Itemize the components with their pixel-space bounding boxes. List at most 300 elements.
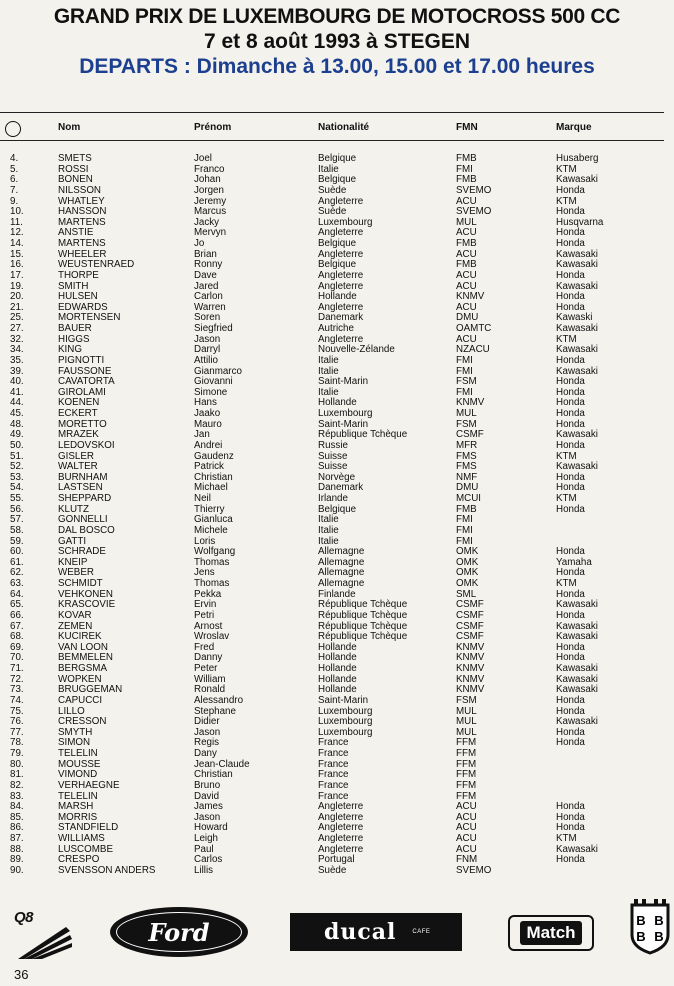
rider-row: [0, 482, 664, 493]
rider-federation: FSM: [456, 376, 477, 388]
rider-brand: Honda: [556, 397, 585, 409]
rider-brand: Kawasaki: [556, 344, 598, 356]
rider-number: 27.: [10, 323, 24, 334]
rider-surname: KRASCOVIE: [58, 599, 116, 611]
rider-federation: MFR: [456, 439, 478, 451]
rider-brand: Honda: [556, 567, 585, 579]
rider-row: [0, 844, 664, 855]
rider-row: [0, 578, 664, 589]
rider-surname: SMETS: [58, 153, 92, 164]
col-header-nom: Nom: [58, 122, 81, 133]
rider-nationality: République Tchèque: [318, 609, 408, 621]
rider-brand: Yamaha: [556, 556, 592, 568]
rider-number: 7.: [10, 184, 19, 196]
rider-row: [0, 780, 664, 791]
rider-surname: MORTENSEN: [58, 312, 121, 324]
rider-federation: MUL: [456, 716, 477, 728]
rider-brand: Honda: [556, 376, 585, 388]
rider-brand: Honda: [556, 184, 585, 196]
rider-nationality: Italie: [318, 354, 339, 366]
rider-firstname: Marcus: [194, 206, 227, 218]
rider-surname: MARTENS: [58, 238, 106, 249]
rider-nationality: Angleterre: [318, 280, 364, 292]
rider-firstname: Jared: [194, 280, 219, 292]
rider-brand: Kawasaki: [556, 663, 598, 674]
rider-surname: HANSSON: [58, 206, 107, 218]
rider-federation: MUL: [456, 408, 477, 419]
rider-federation: KNMV: [456, 652, 485, 664]
rider-number: 90.: [10, 864, 24, 876]
rider-row: [0, 259, 664, 270]
rider-nationality: Italie: [318, 535, 339, 547]
rider-surname: VAN LOON: [58, 641, 108, 653]
title-date-place: 7 et 8 août 1993 à STEGEN: [203, 30, 471, 53]
rider-federation: FMI: [456, 535, 473, 547]
rider-number: 80.: [10, 758, 24, 770]
rider-firstname: Mauro: [194, 418, 222, 430]
rider-surname: MARTENS: [58, 216, 106, 228]
rider-surname: GATTI: [58, 535, 87, 547]
rider-row: [0, 217, 664, 228]
rider-number: 56.: [10, 503, 24, 515]
rider-row: [0, 695, 664, 706]
rider-federation: FMS: [456, 450, 477, 462]
rider-brand: Kawasaki: [556, 259, 598, 271]
rider-firstname: Neil: [194, 493, 211, 504]
rider-brand: Kawasaki: [556, 323, 598, 334]
rider-row: [0, 227, 664, 238]
rider-nationality: Angleterre: [318, 195, 364, 207]
rider-nationality: Angleterre: [318, 227, 364, 239]
rider-federation: FMB: [456, 174, 477, 186]
rider-number: 25.: [10, 312, 24, 324]
rider-number: 53.: [10, 471, 24, 483]
rider-surname: BEMMELEN: [58, 652, 113, 664]
rider-number: 16.: [10, 259, 24, 271]
rider-row: [0, 801, 664, 812]
rider-row: [0, 429, 664, 440]
rider-surname: LUSCOMBE: [58, 843, 113, 855]
rider-number: 45.: [10, 408, 24, 419]
rider-number: 84.: [10, 801, 24, 813]
rider-firstname: Jo: [194, 238, 205, 249]
rider-brand: KTM: [556, 195, 577, 207]
rider-firstname: Joel: [194, 153, 212, 164]
rider-number: 82.: [10, 779, 24, 791]
rider-surname: WHEELER: [58, 248, 107, 260]
rider-surname: HIGGS: [58, 333, 90, 345]
rider-nationality: Italie: [318, 524, 339, 536]
rider-surname: KLUTZ: [58, 503, 90, 515]
rider-firstname: Leigh: [194, 833, 218, 844]
rider-federation: NZACU: [456, 344, 490, 356]
rider-nationality: Nouvelle-Zélande: [318, 344, 395, 356]
shield-letter-2: B: [654, 913, 664, 928]
rider-number: 58.: [10, 524, 24, 536]
rider-brand: Honda: [556, 609, 585, 621]
rider-firstname: Ervin: [194, 599, 217, 611]
rider-surname: CRESPO: [58, 854, 100, 866]
rider-brand: Honda: [556, 418, 585, 430]
rider-surname: NILSSON: [58, 184, 102, 196]
rider-brand: Kawasaki: [556, 843, 598, 855]
rider-firstname: Alessandro: [194, 694, 244, 706]
rider-nationality: Saint-Marin: [318, 376, 369, 388]
rider-brand: Honda: [556, 408, 585, 419]
rider-surname: TELELIN: [58, 790, 98, 802]
rider-nationality: Hollande: [318, 663, 357, 674]
rider-number: 87.: [10, 833, 24, 844]
rider-number: 32.: [10, 333, 24, 345]
rider-number: 74.: [10, 694, 24, 706]
rider-surname: BRUGGEMAN: [58, 684, 123, 696]
rider-nationality: Italie: [318, 514, 339, 526]
rider-surname: WILLIAMS: [58, 833, 105, 844]
rider-federation: FFM: [456, 769, 477, 781]
rider-surname: MORETTO: [58, 418, 107, 430]
rider-brand: Honda: [556, 291, 585, 303]
q8-logo-text: Q8: [14, 909, 34, 926]
rider-federation: SVEMO: [456, 864, 492, 876]
rider-federation: ACU: [456, 248, 477, 260]
rider-nationality: Finlande: [318, 588, 356, 600]
rider-nationality: Suède: [318, 184, 347, 196]
rider-firstname: Bruno: [194, 779, 221, 791]
rider-surname: KOENEN: [58, 397, 100, 409]
rider-surname: BERGSMA: [58, 663, 107, 674]
rider-number: 57.: [10, 514, 24, 526]
rider-nationality: Russie: [318, 439, 348, 451]
rider-firstname: Ronald: [194, 684, 226, 696]
ford-logo: [110, 907, 248, 957]
rider-row: [0, 196, 664, 207]
rider-row: [0, 249, 664, 260]
rider-federation: KNMV: [456, 673, 485, 685]
rider-firstname: Jacky: [194, 216, 220, 228]
rider-surname: TELELIN: [58, 748, 98, 759]
rider-firstname: James: [194, 801, 223, 813]
rider-surname: MORRIS: [58, 811, 98, 823]
rider-surname: LASTSEN: [58, 482, 103, 494]
rider-nationality: Suisse: [318, 450, 348, 462]
rider-surname: GISLER: [58, 450, 94, 462]
rider-federation: MUL: [456, 216, 477, 228]
ducal-logo-text: ducal: [324, 919, 397, 945]
rider-nationality: Belgique: [318, 153, 357, 164]
rider-row: [0, 674, 664, 685]
rider-row: [0, 567, 664, 578]
rider-federation: DMU: [456, 312, 479, 324]
rider-federation: OMK: [456, 578, 479, 589]
rider-firstname: Darryl: [194, 344, 221, 356]
rider-brand: Husqvarna: [556, 216, 604, 228]
rider-brand: Kawasaki: [556, 248, 598, 260]
rider-federation: FMI: [456, 163, 473, 175]
rider-federation: CSMF: [456, 429, 484, 441]
rider-brand: Honda: [556, 854, 585, 866]
rider-brand: Kawasaki: [556, 461, 598, 473]
rider-firstname: Patrick: [194, 461, 224, 473]
rider-row: [0, 440, 664, 451]
sponsor-strip: [0, 893, 674, 963]
rider-surname: ROSSI: [58, 163, 89, 175]
col-header-nationalite: Nationalité: [318, 122, 370, 133]
rider-number: 6.: [10, 174, 19, 186]
rider-firstname: Regis: [194, 737, 220, 749]
rider-row: [0, 737, 664, 748]
rider-nationality: Hollande: [318, 652, 357, 664]
rider-nationality: Irlande: [318, 493, 348, 504]
rider-federation: MCUI: [456, 493, 482, 504]
rider-brand: Kawasaki: [556, 365, 598, 377]
rider-row: [0, 270, 664, 281]
rider-federation: FMI: [456, 354, 473, 366]
rider-brand: Honda: [556, 726, 585, 738]
rider-surname: KOVAR: [58, 609, 92, 621]
rider-surname: MARSH: [58, 801, 94, 813]
rider-nationality: République Tchèque: [318, 620, 408, 632]
rider-nationality: France: [318, 769, 349, 781]
rider-row: [0, 854, 664, 865]
rider-nationality: Luxembourg: [318, 705, 373, 717]
rider-federation: FSM: [456, 694, 477, 706]
rider-brand: Honda: [556, 546, 585, 558]
rider-nationality: Portugal: [318, 854, 355, 866]
rider-number: 55.: [10, 493, 24, 504]
rider-nationality: Hollande: [318, 397, 357, 409]
rider-number: 83.: [10, 790, 24, 802]
rider-nationality: Angleterre: [318, 843, 364, 855]
rider-surname: WOPKEN: [58, 673, 102, 685]
rider-brand: Kawasaki: [556, 620, 598, 632]
rider-row: [0, 408, 664, 419]
rider-nationality: Angleterre: [318, 811, 364, 823]
rider-number: 61.: [10, 556, 24, 568]
rider-nationality: Belgique: [318, 259, 357, 271]
rider-firstname: Paul: [194, 843, 214, 855]
rider-brand: Honda: [556, 482, 585, 494]
rider-number: 67.: [10, 620, 24, 632]
rider-federation: KNMV: [456, 291, 485, 303]
rider-number: 17.: [10, 269, 24, 281]
rider-row: [0, 525, 664, 536]
rider-firstname: Howard: [194, 822, 228, 834]
rider-row: [0, 706, 664, 717]
rider-row: [0, 589, 664, 600]
rider-nationality: Luxembourg: [318, 408, 373, 419]
rider-federation: ACU: [456, 811, 477, 823]
rider-firstname: Johan: [194, 174, 221, 186]
rider-brand: Honda: [556, 811, 585, 823]
rider-nationality: Allemagne: [318, 567, 365, 579]
rider-firstname: Jaako: [194, 408, 221, 419]
rider-surname: FAUSSONE: [58, 365, 112, 377]
shield-letter-4: B: [654, 929, 664, 944]
rider-surname: KING: [58, 344, 82, 356]
ducal-cafe-text: CAFE: [412, 929, 431, 935]
rider-firstname: Carlos: [194, 854, 223, 866]
rider-surname: BAUER: [58, 323, 92, 334]
circle-marker-icon: [5, 121, 21, 137]
rider-row: [0, 812, 664, 823]
rider-federation: FMS: [456, 461, 477, 473]
rider-number: 50.: [10, 439, 24, 451]
rider-number: 34.: [10, 344, 24, 356]
rider-nationality: France: [318, 758, 349, 770]
rider-brand: Honda: [556, 503, 585, 515]
rider-surname: MOUSSE: [58, 758, 101, 770]
rider-firstname: Michael: [194, 482, 228, 494]
rider-row: [0, 238, 664, 249]
rider-surname: KUCIREK: [58, 631, 102, 643]
rider-surname: BONEN: [58, 174, 93, 186]
rider-row: [0, 344, 664, 355]
rider-surname: SMYTH: [58, 726, 93, 738]
rider-row: [0, 206, 664, 217]
rider-nationality: Saint-Marin: [318, 418, 369, 430]
title-departures: DEPARTS : Dimanche à 13.00, 15.00 et 17.00 heures: [79, 55, 595, 78]
match-logo-text: Match: [520, 921, 581, 945]
rider-federation: ACU: [456, 269, 477, 281]
rider-surname: SMITH: [58, 280, 89, 292]
ford-logo-text: Ford: [116, 912, 242, 952]
rider-row: [0, 610, 664, 621]
rider-row: [0, 727, 664, 738]
rider-number: 20.: [10, 291, 24, 303]
rider-number: 15.: [10, 248, 24, 260]
rider-firstname: Jan: [194, 429, 210, 441]
rider-brand: Honda: [556, 588, 585, 600]
rider-row: [0, 748, 664, 759]
rider-federation: ACU: [456, 843, 477, 855]
page-number: 36: [14, 967, 29, 982]
bbbb-shield-logo: [630, 899, 670, 955]
rider-row: [0, 642, 664, 653]
rider-list: [0, 153, 664, 876]
rider-surname: DAL BOSCO: [58, 524, 115, 536]
rider-nationality: Belgique: [318, 238, 357, 249]
rider-row: [0, 684, 664, 695]
rider-federation: FMB: [456, 238, 477, 249]
rider-nationality: Angleterre: [318, 822, 364, 834]
rider-nationality: Allemagne: [318, 546, 365, 558]
rider-nationality: Italie: [318, 386, 339, 398]
rider-brand: Honda: [556, 822, 585, 834]
rider-surname: GONNELLI: [58, 514, 108, 526]
rider-brand: Husaberg: [556, 153, 599, 164]
rider-row: [0, 716, 664, 727]
rider-nationality: Belgique: [318, 174, 357, 186]
rider-number: 49.: [10, 429, 24, 441]
rider-row: [0, 546, 664, 557]
rider-federation: CSMF: [456, 599, 484, 611]
rider-surname: MRAZEK: [58, 429, 99, 441]
rider-nationality: France: [318, 737, 349, 749]
rider-row: [0, 281, 664, 292]
rider-firstname: Thomas: [194, 556, 230, 568]
rider-brand: Honda: [556, 705, 585, 717]
rider-number: 78.: [10, 737, 24, 749]
rider-firstname: Peter: [194, 663, 218, 674]
rider-firstname: Didier: [194, 716, 220, 728]
rider-firstname: Wolfgang: [194, 546, 236, 558]
rider-nationality: France: [318, 779, 349, 791]
rider-number: 40.: [10, 376, 24, 388]
rider-brand: Honda: [556, 641, 585, 653]
rider-brand: KTM: [556, 163, 577, 175]
rider-surname: LILLO: [58, 705, 85, 717]
rider-federation: OAMTC: [456, 323, 492, 334]
rider-row: [0, 366, 664, 377]
shield-letter-1: B: [636, 913, 646, 928]
rider-number: 63.: [10, 578, 24, 589]
rider-firstname: Attilio: [194, 354, 218, 366]
rider-row: [0, 833, 664, 844]
rider-firstname: Lillis: [194, 864, 214, 876]
rider-nationality: Angleterre: [318, 248, 364, 260]
rider-firstname: Carlon: [194, 291, 223, 303]
rider-number: 76.: [10, 716, 24, 728]
rider-firstname: Michele: [194, 524, 228, 536]
rider-number: 14.: [10, 238, 24, 249]
rider-nationality: Saint-Marin: [318, 694, 369, 706]
rider-firstname: Gianmarco: [194, 365, 242, 377]
rider-surname: SVENSSON ANDERS: [58, 864, 156, 876]
rider-surname: KNEIP: [58, 556, 88, 568]
rider-row: [0, 376, 664, 387]
rider-nationality: Italie: [318, 365, 339, 377]
rider-row: [0, 769, 664, 780]
rider-brand: Honda: [556, 269, 585, 281]
rider-nationality: Luxembourg: [318, 716, 373, 728]
rider-firstname: Andrei: [194, 439, 223, 451]
rider-number: 64.: [10, 588, 24, 600]
rider-firstname: Jens: [194, 567, 215, 579]
rider-brand: Honda: [556, 694, 585, 706]
rider-federation: CSMF: [456, 631, 484, 643]
rider-nationality: Angleterre: [318, 333, 364, 345]
rider-federation: FMI: [456, 386, 473, 398]
rider-number: 52.: [10, 461, 24, 473]
rider-surname: VERHAEGNE: [58, 779, 120, 791]
rider-federation: FSM: [456, 418, 477, 430]
rider-surname: CAVATORTA: [58, 376, 115, 388]
rider-surname: WALTER: [58, 461, 98, 473]
rider-federation: ACU: [456, 801, 477, 813]
rider-nationality: Allemagne: [318, 556, 365, 568]
rider-nationality: Angleterre: [318, 269, 364, 281]
rider-firstname: Christian: [194, 471, 233, 483]
rider-number: 88.: [10, 843, 24, 855]
rider-row: [0, 397, 664, 408]
rider-number: 69.: [10, 641, 24, 653]
rider-firstname: Simone: [194, 386, 228, 398]
rider-number: 79.: [10, 748, 24, 759]
rider-nationality: République Tchèque: [318, 631, 408, 643]
rider-surname: WEBER: [58, 567, 94, 579]
rider-number: 59.: [10, 535, 24, 547]
rider-surname: ECKERT: [58, 408, 98, 419]
rider-surname: SIMON: [58, 737, 91, 749]
rider-row: [0, 461, 664, 472]
rider-surname: CRESSON: [58, 716, 107, 728]
rider-row: [0, 759, 664, 770]
rider-federation: CSMF: [456, 609, 484, 621]
rider-row: [0, 334, 664, 345]
rider-federation: KNMV: [456, 663, 485, 674]
rider-nationality: France: [318, 790, 349, 802]
rider-row: [0, 865, 664, 876]
